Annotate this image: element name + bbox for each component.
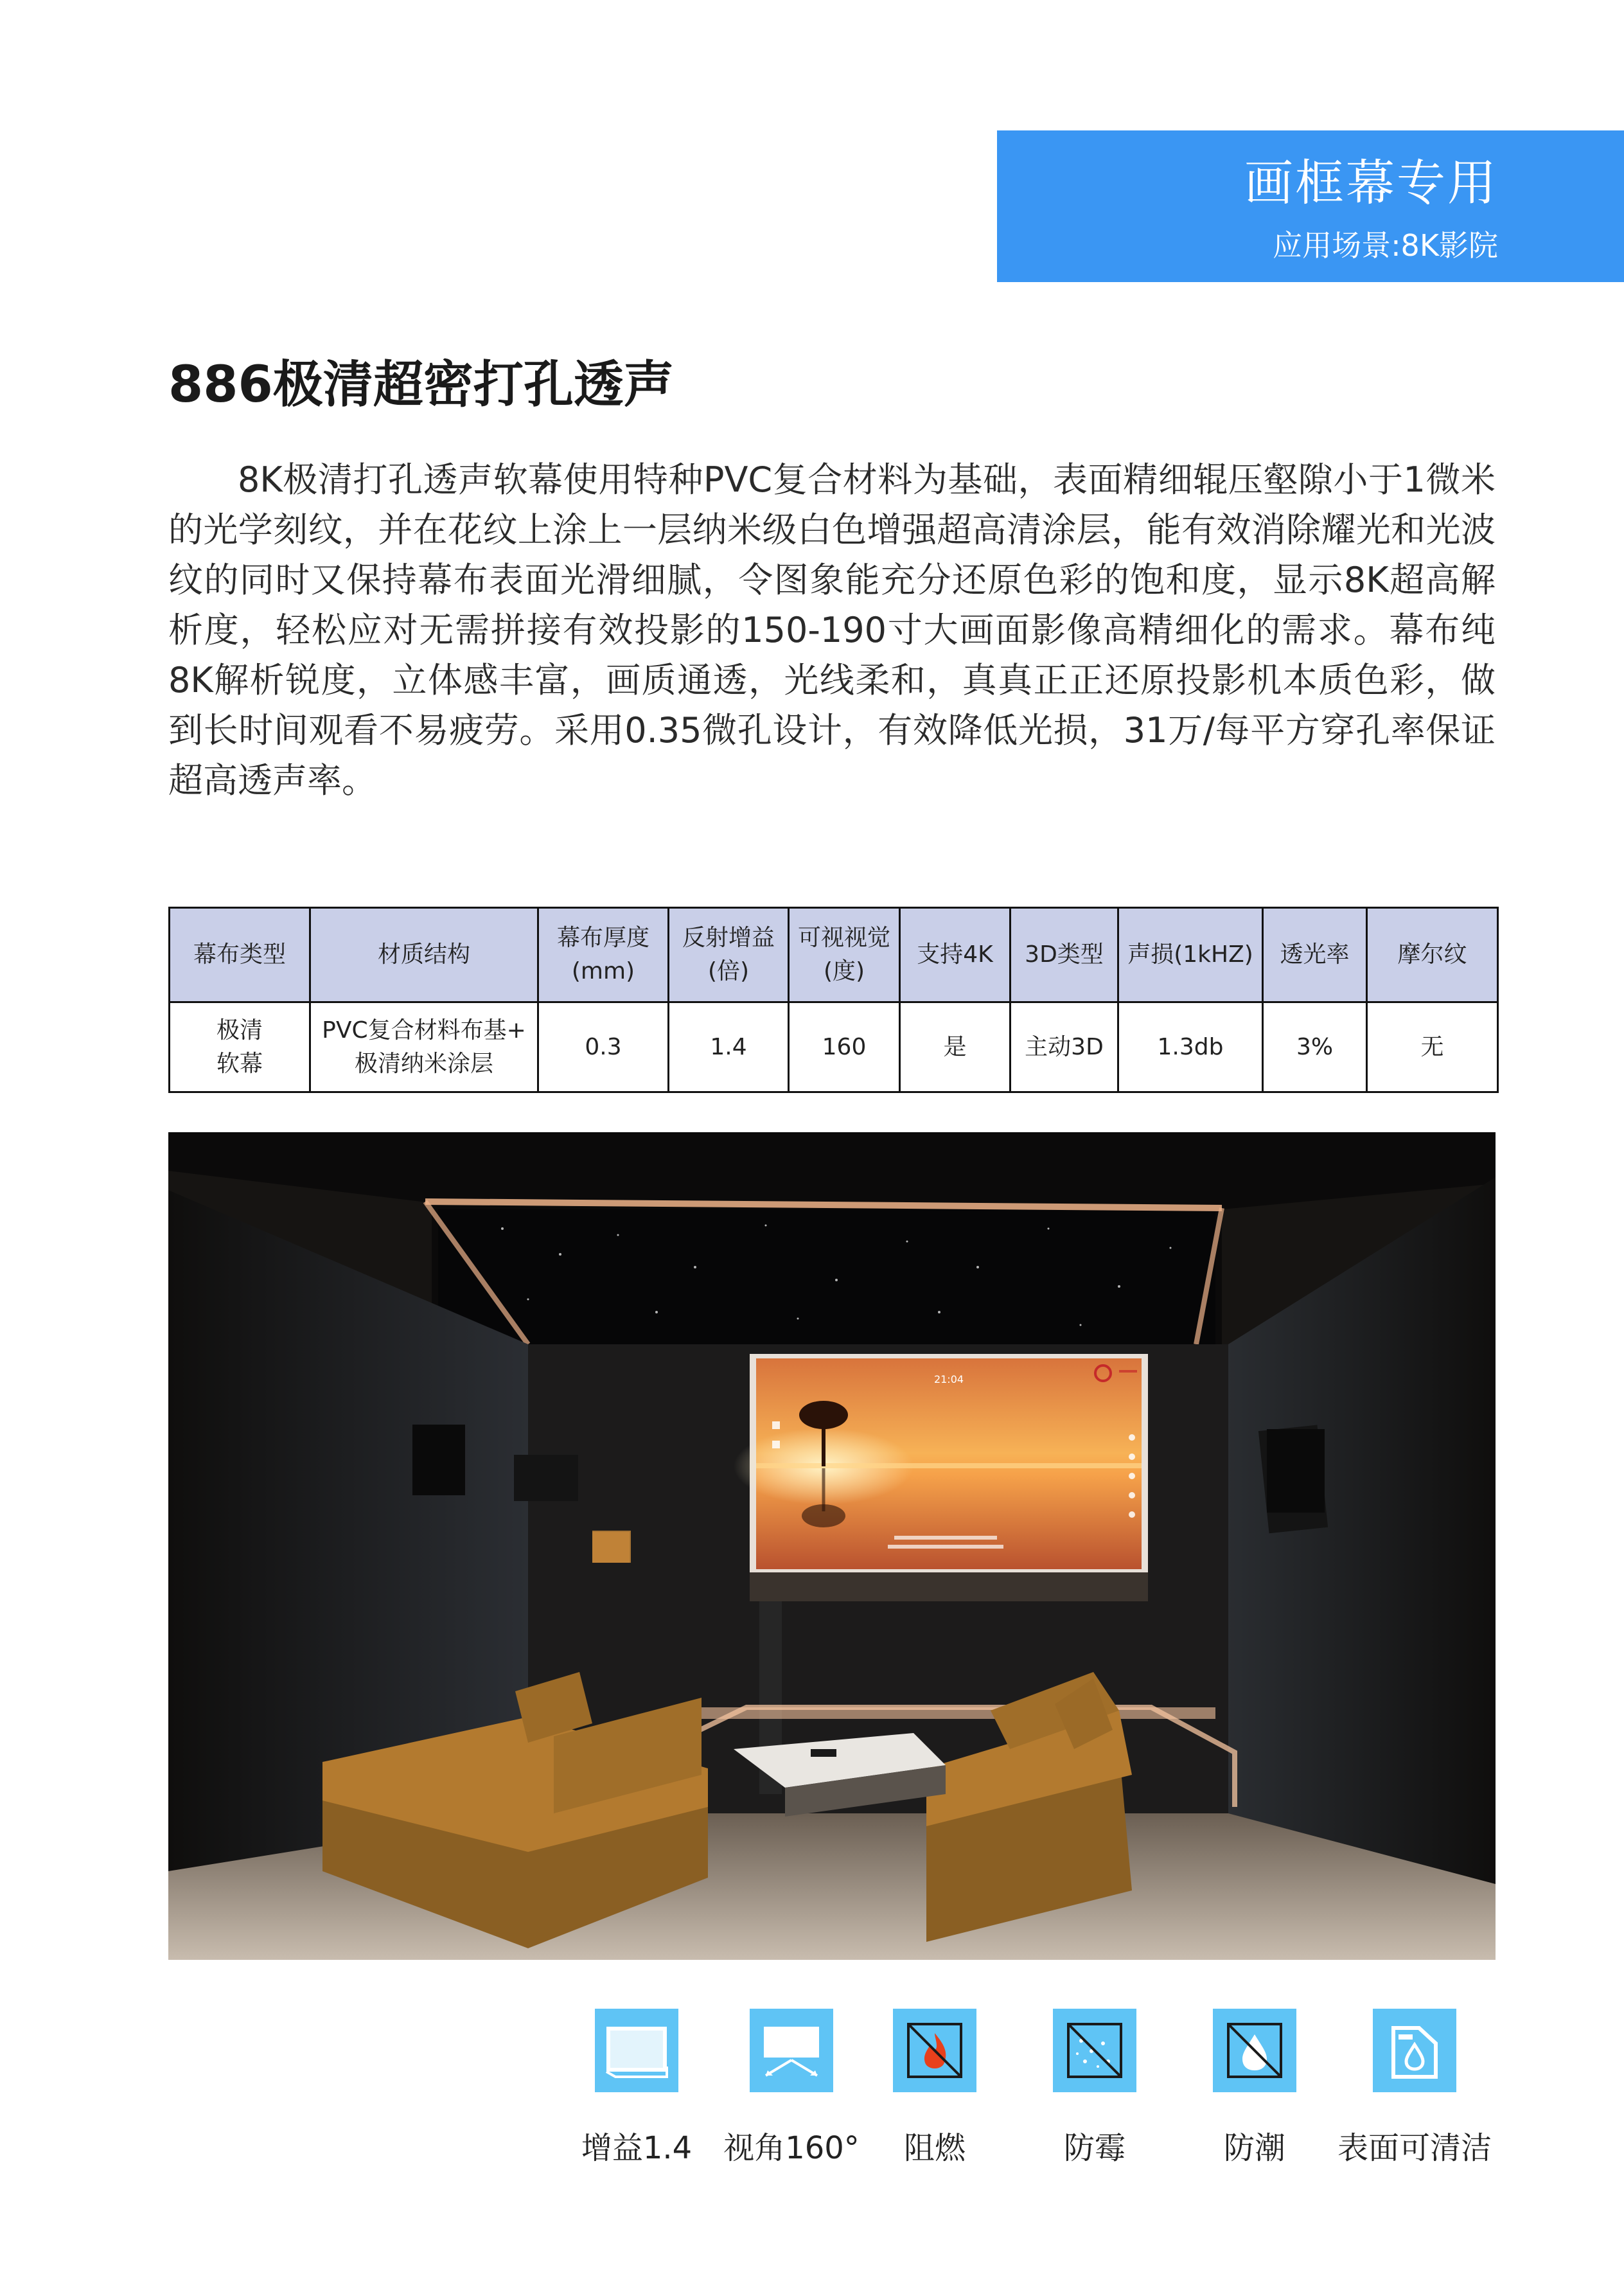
spec-value-cell [669, 1002, 789, 1092]
spec-header-row [170, 908, 1498, 1002]
cell-text: (度) [823, 958, 865, 984]
cell-text: 摩尔纹 [1397, 941, 1467, 968]
banner-subtitle: 应用场景:8K影院 [1273, 228, 1498, 263]
banner-title: 画框幕专用 [1244, 154, 1498, 211]
cell-text: 3% [1296, 1033, 1334, 1060]
feature-label: 表面可清洁 [1337, 2130, 1492, 2166]
cell-text: 幕布类型 [193, 941, 286, 968]
feature-label: 增益1.4 [581, 2130, 693, 2166]
cell-text: 支持4K [917, 941, 993, 968]
spec-header-cell [1263, 908, 1367, 1002]
feature-gain [556, 2009, 717, 2167]
cell-text: 透光率 [1280, 941, 1350, 968]
cell-text: 声损(1kHZ) [1127, 941, 1253, 968]
cell-text: 幕布厚度 [556, 925, 649, 951]
feature-label: 视角160° [723, 2130, 860, 2166]
gain-screen-icon [595, 2009, 678, 2092]
viewing-angle-icon [750, 2009, 833, 2092]
feature-label: 防霉 [1063, 2130, 1125, 2166]
cell-text: 1.3db [1157, 1033, 1224, 1060]
cell-text: 0.3 [585, 1033, 622, 1060]
cell-text: 材质结构 [377, 941, 470, 968]
spec-header-cell [789, 908, 900, 1002]
spec-value-cell [1118, 1002, 1263, 1092]
mildew-proof-icon [1053, 2009, 1136, 2092]
feature-moisture-proof [1174, 2009, 1335, 2167]
product-title: 886极清超密打孔透声 [168, 356, 674, 414]
screen-clock: 21:04 [933, 1373, 964, 1385]
feature-viewing-angle [711, 2009, 872, 2167]
spec-header-cell [170, 908, 310, 1002]
spec-header-cell [538, 908, 669, 1002]
moisture-proof-icon [1213, 2009, 1296, 2092]
cell-text: 极清纳米涂层 [354, 1050, 493, 1077]
spec-value-cell [310, 1002, 538, 1092]
spec-header-cell [1011, 908, 1118, 1002]
spec-table [168, 907, 1499, 1093]
category-banner [997, 130, 1624, 282]
spec-header-cell [1367, 908, 1498, 1002]
spec-header-cell [310, 908, 538, 1002]
spec-data-row [170, 1002, 1498, 1092]
feature-flame-retardant [854, 2009, 1015, 2167]
cell-text: 反射增益 [682, 925, 775, 951]
cell-text: 主动3D [1025, 1033, 1104, 1060]
feature-mildew-proof [1014, 2009, 1175, 2167]
cell-text: (倍) [707, 958, 750, 984]
washable-surface-icon [1373, 2009, 1456, 2092]
spec-value-cell [170, 1002, 310, 1092]
cell-text: 160 [822, 1033, 867, 1060]
cell-text: 1.4 [710, 1033, 747, 1060]
spec-header-cell [1118, 908, 1263, 1002]
cell-text: 软幕 [216, 1050, 263, 1077]
feature-label: 防潮 [1223, 2130, 1285, 2166]
spec-value-cell [900, 1002, 1011, 1092]
product-description: 8K极清打孔透声软幕使用特种PVC复合材料为基础，表面精细辊压壑隙小于1微米的光学刻纹，并在花纹上涂上一层纳米级白色增强超高清涂层，能有效消除耀光和光波纹的同时又保持幕布表面光滑细腻，令图象能充分还原色彩的饱和度，显示8K超高解析度，轻松应对无需拼接有效投影的150-190寸大画面影像高精细化的需求。幕布纯8K解析锐度，立体感丰富，画质通透，光线柔和，真真正正还原投影机本质色彩，做到长时间观看不易疲劳。采用0.35微孔设计，有效降低光损，31万/每平方穿孔率保证超高透声率。 [168, 459, 1496, 801]
spec-header-cell [900, 908, 1011, 1002]
cell-text: 3D类型 [1025, 941, 1104, 968]
spec-value-cell [538, 1002, 669, 1092]
feature-washable [1334, 2009, 1495, 2167]
cell-text: (mm) [571, 958, 635, 984]
cell-text: 无 [1420, 1033, 1444, 1060]
cell-text: PVC复合材料布基+ [322, 1017, 526, 1044]
spec-header-cell [669, 908, 789, 1002]
feature-label: 阻燃 [903, 2130, 966, 2166]
cell-text: 极清 [216, 1017, 263, 1044]
spec-value-cell [789, 1002, 900, 1092]
spec-value-cell [1367, 1002, 1498, 1092]
home-theater-photo [168, 1132, 1496, 1960]
spec-value-cell [1011, 1002, 1118, 1092]
spec-value-cell [1263, 1002, 1367, 1092]
cell-text: 是 [943, 1033, 967, 1060]
cell-text: 可视视觉 [797, 925, 890, 951]
flame-retardant-icon [893, 2009, 976, 2092]
projection-screen [734, 1354, 1148, 1572]
